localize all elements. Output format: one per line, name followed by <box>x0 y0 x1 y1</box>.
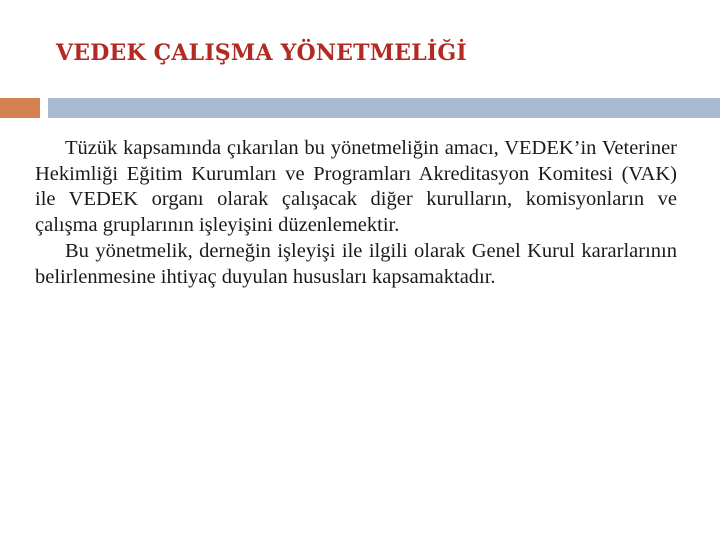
slide-title: VEDEK ÇALIŞMA YÖNETMELİĞİ <box>56 40 467 66</box>
header-divider-bar <box>48 98 720 118</box>
body-paragraph-purpose: Tüzük kapsamında çıkarılan bu yönetmeliğin amacı, VEDEK’in Veteriner Hekimliği Eğitim Kurumları ve Programları Akreditasyon Komitesi (VAK) ile VEDEK organı olarak çalışacak diğer kurulların, komisyonların ve çalışma gruplarının işleyişini düzenlemektir. <box>35 137 677 237</box>
accent-divider-bar <box>0 98 40 118</box>
body-paragraph-scope: Bu yönetmelik, derneğin işleyişi ile ilgili olarak Genel Kurul kararlarının belirlenmesine ihtiyaç duyulan hususları kapsamaktadır. <box>35 239 677 288</box>
slide-body <box>35 136 677 290</box>
